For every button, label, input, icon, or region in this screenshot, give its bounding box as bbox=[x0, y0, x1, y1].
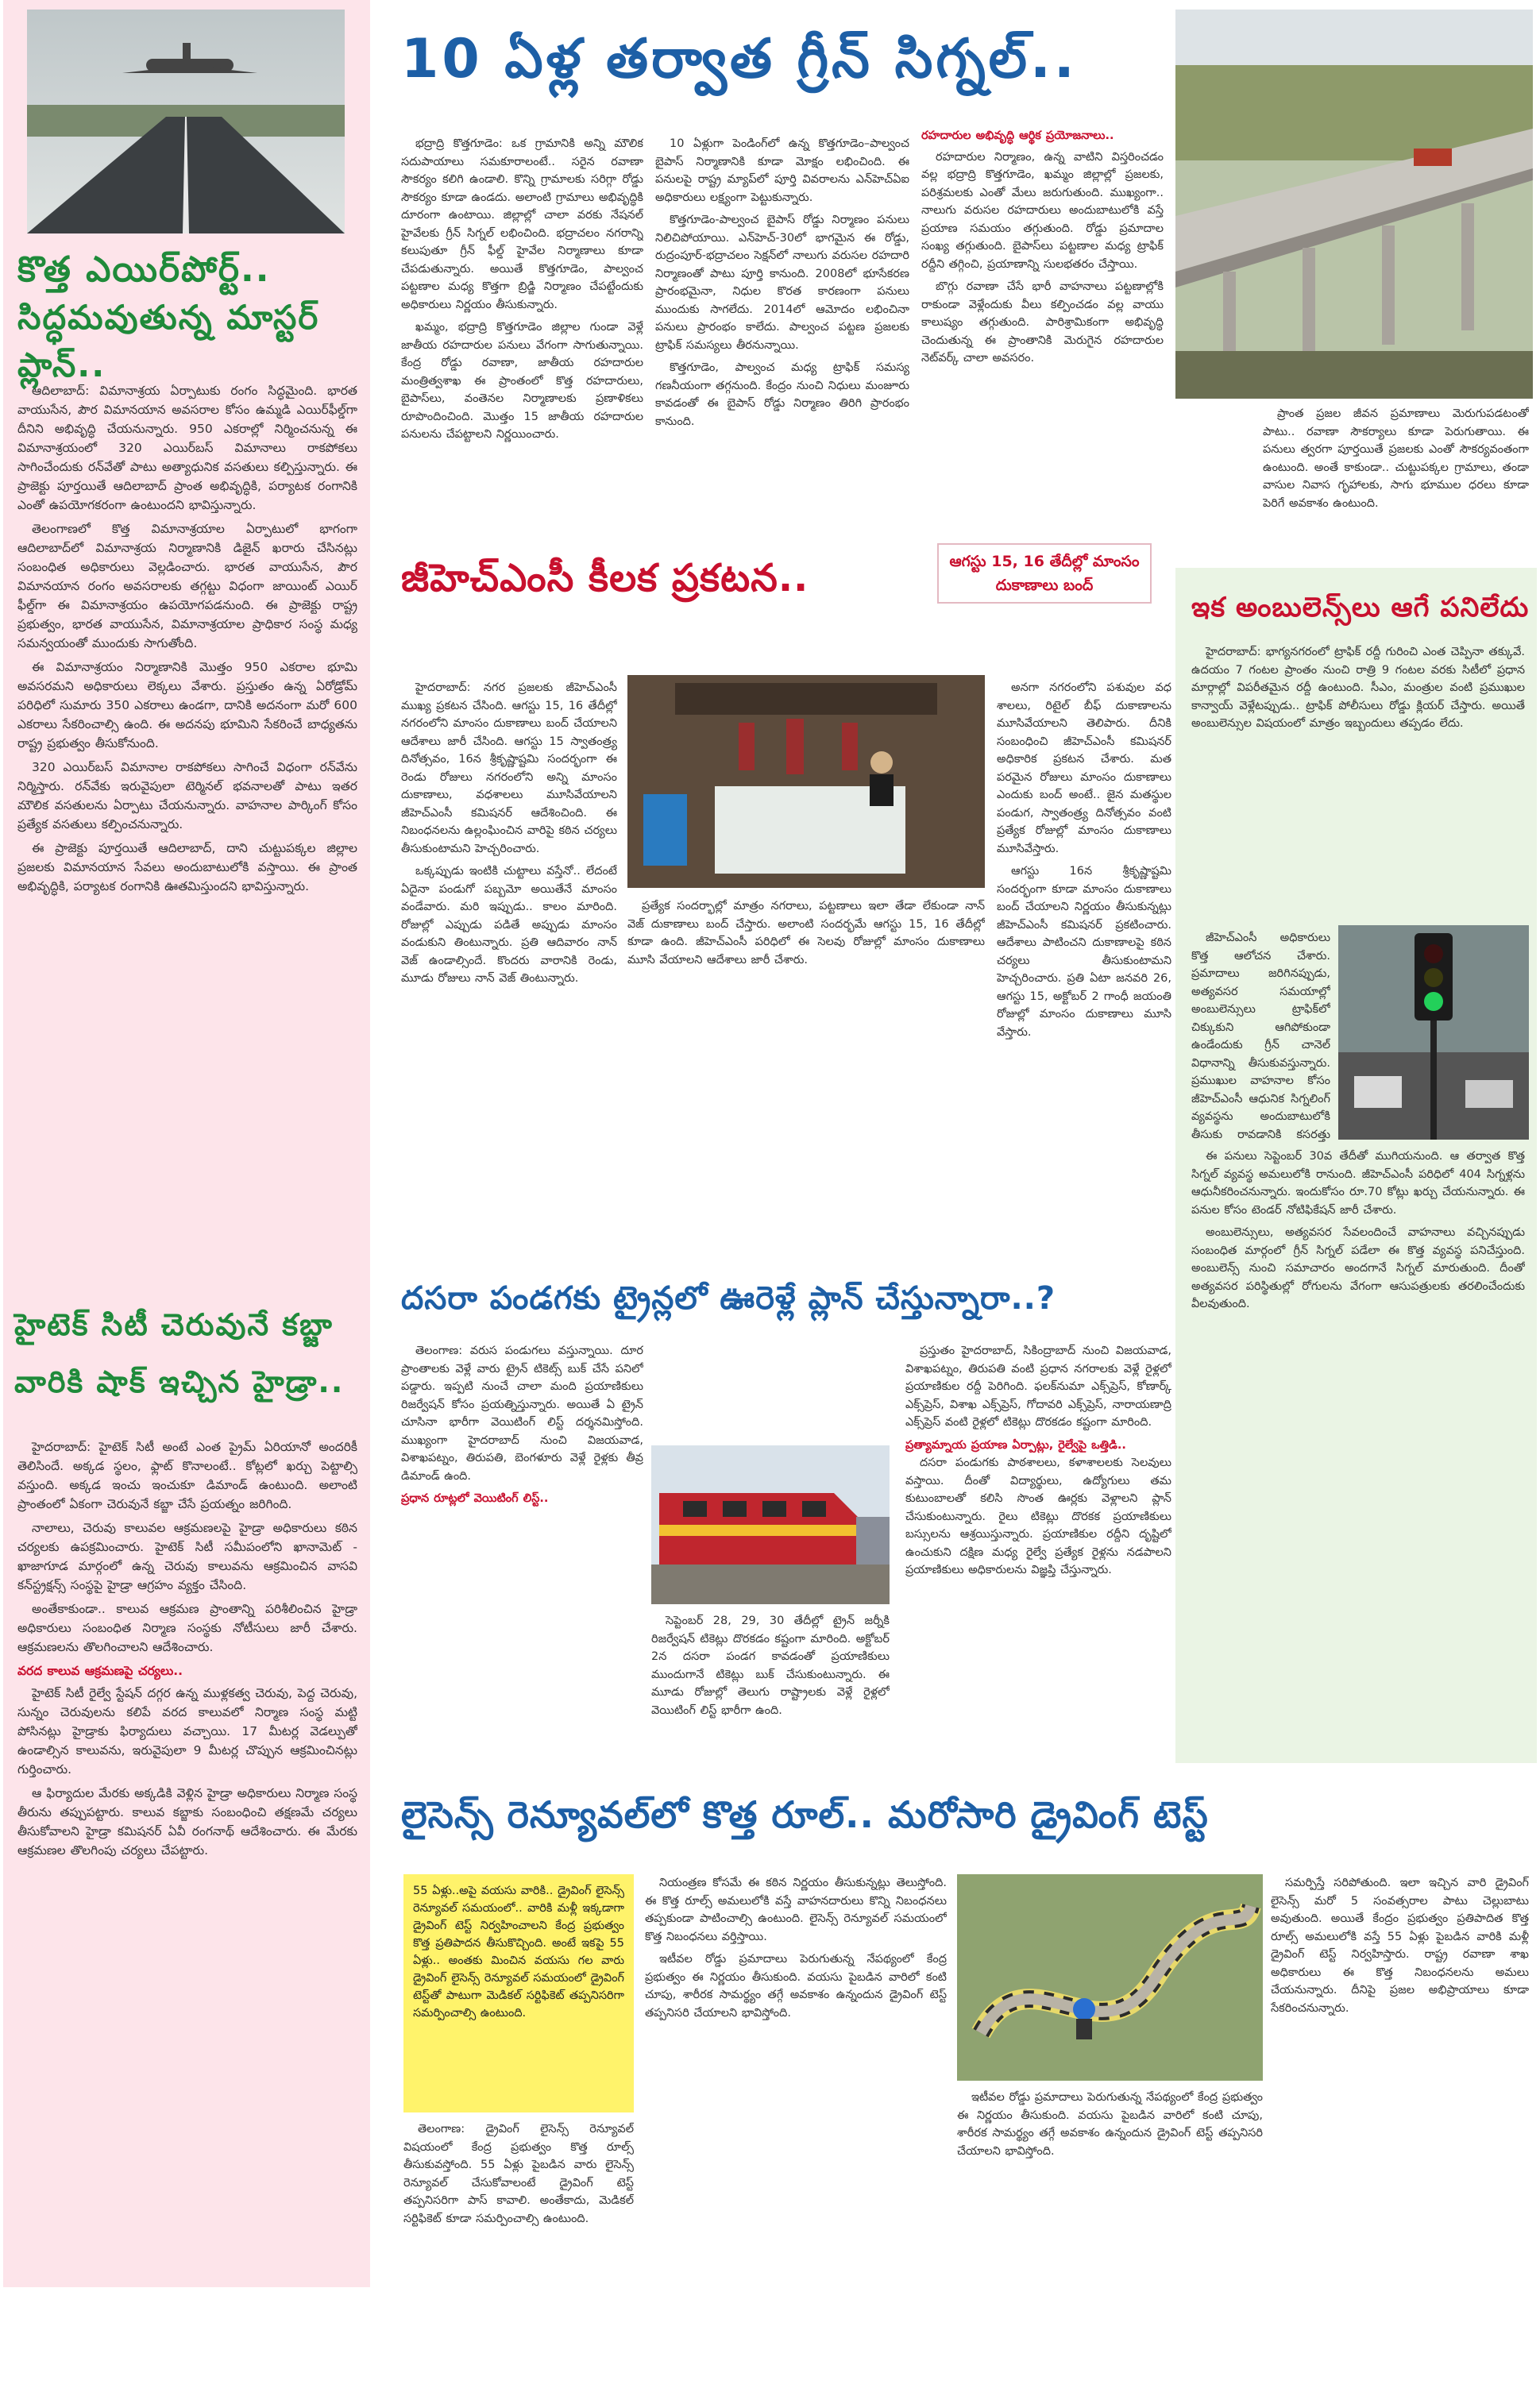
train-photo bbox=[651, 1445, 890, 1604]
ambulance-body-col2 bbox=[1191, 929, 1330, 1144]
bridge-body-col3 bbox=[921, 127, 1164, 500]
license-paragraph: నియంత్రణ కోసమే ఈ కఠిన నిర్ణయం తీసుకున్నట్లు తెలుస్తోంది. ఈ కొత్త రూల్స్ అమలులోకి వస్తే వాహనదారులు కొన్ని నిబంధనలు తప్పకుండా పాటించాల్సి ఉంటుంది. లైసెన్స్ రెన్యూవల్ సమయంలో కొత్త నిబంధనలు వర్తిస్తాయి. bbox=[645, 1877, 947, 1943]
trains-body-col2 bbox=[651, 1612, 890, 1763]
meat-paragraph: ఆగస్టు 16న శ్రీకృష్ణాష్టమి సందర్భంగా కూడా మాంసం దుకాణాలు బంద్ చేయాలని నిర్ణయం తీసుకున్నట్లు జీహెచ్ఎంసీ కమిషనర్ ప్రకటించారు. ఆదేశాలు పాటించని దుకాణాలపై కఠిన చర్యలు తీసుకుంటామని హెచ్చరించారు. ప్రతి ఏటా జనవరి 26, ఆగస్టు 15, అక్టోబర్ 2 గాంధీ జయంతి రోజుల్లో మాంసం దుకాణాలు మూసి వేస్తారు. bbox=[997, 865, 1171, 1039]
bridge-headline: 10 ఏళ్ల తర్వాత గ్రీన్ సిగ్నల్.. bbox=[401, 28, 1078, 91]
trains-paragraph: సెప్టెంబర్ 28, 29, 30 తేదీల్లో ట్రైన్ జర్నీకి రిజర్వేషన్ టికెట్లు దొరకడం కష్టంగా మారింది. అక్టోబర్ 2న దసరా పండగ కావడంతో ప్రయాణికులు ముందుగానే టికెట్లు బుక్ చేసుకుంటున్నారు. ఈ మూడు రోజుల్లో తెలుగు రాష్ట్రాలకు వెళ్లే రైళ్లలో వెయిటింగ్ లిస్ట్ భారీగా ఉంది. bbox=[651, 1615, 890, 1717]
bridge-paragraph: కొత్తగూడెం-పాల్వంచ బైపాస్ రోడ్డు నిర్మాణం పనులు నిలిచిపోయాయి. ఎన్‌హెచ్-30లో భాగమైన ఈ రోడ్డు, రుద్రంపూర్-భద్రాచలం సెక్షన్‌లో నాలుగు వరుసల రహదారి నిర్మాణంతో పాటు పూర్తి కానుంది. 2008లో భూసేకరణ ప్రారంభమైనా, నిధుల కొరత కారణంగా పనులు ముందుకు సాగలేదు. 2014లో ఆమోదం లభించినా పనులు ప్రారంభం కాలేదు. పాల్వంచ పట్టణ ప్రజలకు ట్రాఫిక్ సమస్యలు తీరనున్నాయి. bbox=[655, 214, 909, 352]
lake-subhead: వరద కాలువ ఆక్రమణపై చర్యలు.. bbox=[17, 1664, 183, 1678]
lake-paragraph: హైటెక్ సిటీ రైల్వే స్టేషన్ దగ్గర ఉన్న ముళ్లకత్వ చెరువు, పెద్ద చెరువు, సున్నం చెరువులను కలిపే వరద కాలువలో నిర్మాణ సంస్థ మట్టి పోసినట్లు హైడ్రాకు ఫిర్యాదులు వచ్చాయి. 17 మీటర్ల వెడల్పుతో ఉండాల్సిన కాలువను, ఇరువైపులా 9 మీటర్ల చొప్పున ఆక్రమించినట్లు గుర్తించారు. bbox=[17, 1686, 357, 1777]
lake-paragraph: నాలాలు, చెరువు కాలువల ఆక్రమణలపై హైడ్రా అధికారులు కఠిన చర్యలకు ఉపక్రమించారు. హైటెక్ సిటీ సమీపంలోని ఖానామెట్ - ఖాజాగూడ మార్గంలో ఉన్న చెరువు కాలువను ఆక్రమించిన వాసవి కన్‌స్ట్రక్షన్స్ సంస్థపై హైడ్రా ఆగ్రహం వ్యక్తం చేసింది. bbox=[17, 1521, 357, 1592]
license-callout-text: 55 ఏళ్లు..అపై వయసు వారికి.. డ్రైవింగ్ లైసెన్స్ రెన్యూవల్ సమయంలో.. వారికి మళ్లీ ఇక్కడాగా డ్రైవింగ్ టెస్ట్ నిర్వహించాలని కేంద్ర ప్రభుత్వం కొత్త ప్రతిపాదన తీసుకొచ్చింది. అంటే ఇకపై 55 ఏళ్లు.. అంతకు మించిన వయసు గల వారు డ్రైవింగ్ లైసెన్స్ రెన్యూవల్ సమయంలో డ్రైవింగ్ టెస్ట్‌తో పాటుగా మెడికల్ సర్టిఫికెట్ తప్పనిసరిగా సమర్పించాల్సి ఉంటుంది. bbox=[413, 1885, 624, 2020]
lake-paragraph: ఆ ఫిర్యాదుల మేరకు అక్కడికి వెళ్లిన హైడ్రా అధికారులు నిర్మాణ సంస్థ తీరును తప్పుపట్టారు. కాలువ కబ్జాకు సంబంధించి తక్షణమే చర్యలు తీసుకోవాలని హైడ్రా కమిషనర్ ఏవీ రంగనాథ్ ఆదేశించారు. ఈ మేరకు ఆక్రమణల తొలగింపు చర్యలు చేపట్టారు. bbox=[17, 1786, 357, 1858]
ambulance-headline: ఇక అంబులెన్స్‌లు ఆగే పనిలేదు bbox=[1191, 592, 1530, 623]
license-paragraph: ఇటీవల రోడ్డు ప్రమాదాలు పెరుగుతున్న నేపథ్యంలో కేంద్ర ప్రభుత్వం ఈ నిర్ణయం తీసుకుంది. వయసు పైబడిన వారిలో కంటి చూపు, శారీరక సామర్థ్యం తగ్గే అవకాశం ఉన్నందున డ్రైవింగ్ టెస్ట్ తప్పనిసరి చేయాలని భావిస్తోంది. bbox=[645, 1953, 947, 2020]
license-paragraph: ఇటీవల రోడ్డు ప్రమాదాలు పెరుగుతున్న నేపథ్యంలో కేంద్ర ప్రభుత్వం ఈ నిర్ణయం తీసుకుంది. వయసు పైబడిన వారిలో కంటి చూపు, శారీరక సామర్థ్యం తగ్గే అవకాశం ఉన్నందున డ్రైవింగ్ టెస్ట్ తప్పనిసరి చేయాలని భావిస్తోంది. bbox=[957, 2091, 1263, 2158]
bridge-paragraph: భద్రాద్రి కొత్తగూడెం: ఒక గ్రామానికి అన్ని మౌలిక సదుపాయాలు సమకూరాలంటే.. సరైన రవాణా సౌకర్యం కలిగి ఉండాలి. కొన్ని గ్రామాలకు సరిగ్గా రోడ్డు సౌకర్యం కూడా ఉండదు. అలాంటి గ్రామాలు అభివృద్ధికి దూరంగా ఉంటాయి. జిల్లాల్లో చాలా వరకు నేషనల్ హైవేలకు గ్రీన్ సిగ్నల్ లభించింది. భద్రాచలం నగరాన్ని కలుపుతూ గ్రీన్ ఫీల్డ్ హైవేల నిర్మాణాలు కూడా చేపడుతున్నారు. అయితే కొత్తగూడెం, పాల్వంచ పట్టణాల మధ్య కొత్తగా బ్రిడ్జి నిర్మాణం చేపట్టేందుకు అధికారులు నిర్ణయం తీసుకున్నారు. bbox=[401, 137, 643, 311]
bridge-photo bbox=[1175, 10, 1533, 399]
airport-runway-photo bbox=[27, 10, 345, 233]
license-body-col3 bbox=[957, 2089, 1263, 2287]
airport-headline-1: కొత్త ఎయిర్‌పోర్ట్.. bbox=[17, 249, 271, 290]
trains-paragraph: తెలంగాణ: వరుస పండుగలు వస్తున్నాయి. దూర ప్రాంతాలకు వెళ్లే వారు ట్రైన్ టికెట్స్ బుక్ చేసే పనిలో పడ్డారు. ఇప్పటి నుంచే చాలా మంది ప్రయాణికులు రిజర్వేషన్ కోసం ప్రయత్నిస్తున్నారు. అయితే ఏ ట్రైన్ చూసినా భారీగా వెయిటింగ్ లిస్ట్ దర్శనమిస్తోంది. ముఖ్యంగా హైదరాబాద్ నుంచి విజయవాడ, విశాఖపట్నం, తిరుపతి, బెంగళూరు వెళ్లే రైళ్లకు తీవ్ర డిమాండ్ ఉంది. bbox=[401, 1345, 643, 1483]
lake-headline-2: వారికి షాక్ ఇచ్చిన హైడ్రా.. bbox=[14, 1364, 345, 1399]
airport-paragraph: ఈ ప్రాజెక్టు పూర్తయితే ఆదిలాబాద్, దాని చుట్టుపక్కల జిల్లాల ప్రజలకు విమానయాన సేవలు అందుబాటులోకి వస్తాయి. ఈ ప్రాంత అభివృద్ధికి, పర్యాటక రంగానికి ఊతమిస్తుందని భావిస్తున్నారు. bbox=[17, 841, 357, 893]
license-body-col1 bbox=[403, 2120, 634, 2287]
lake-headline-1: హైటెక్ సిటీ చెరువునే కబ్జా bbox=[14, 1307, 334, 1342]
airport-body bbox=[17, 381, 357, 1279]
meat-shop-photo bbox=[627, 675, 985, 888]
airport-headline-2: సిద్ధమవుతున్న మాస్టర్ ప్లాన్.. bbox=[17, 298, 320, 384]
bridge-paragraph: రహదారుల నిర్మాణం, ఉన్న వాటిని విస్తరించడం వల్ల భద్రాద్రి కొత్తగూడెం, ఖమ్మం జిల్లాల్లో ప్రజలకు, పరిశ్రమలకు ఎంతో మేలు జరుగుతుంది. ముఖ్యంగా.. నాలుగు వరుసల రహదారులు అందుబాటులోకి వస్తే ప్రయాణ సమయం తగ్గుతుంది. రోడ్డు ప్రమాదాల సంఖ్య తగ్గుతుంది. బైపాస్‌లు పట్టణాల మధ్య ట్రాఫిక్ రద్దీని తగ్గించి, ప్రయాణాన్ని సులభతరం చేస్తాయి. bbox=[921, 150, 1164, 271]
bridge-body-col1 bbox=[401, 135, 643, 492]
trains-body-col1 bbox=[401, 1342, 643, 1763]
ambulance-paragraph: జీహెచ్ఎంసీ అధికారులు కొత్త ఆలోచన చేశారు. ప్రమాదాలు జరిగినప్పుడు, అత్యవసర సమయాల్లో అంబులెన్సులు ట్రాఫిక్‌లో చిక్కుకుని ఆగిపోకుండా ఉండేందుకు గ్రీన్ చానెల్ విధానాన్ని తీసుకువస్తున్నారు. ప్రముఖుల వాహనాల కోసం జీహెచ్ఎంసీ ఆధునిక సిగ్నలింగ్ వ్యవస్థను అందుబాటులోకి తీసుకు రావడానికి కసరత్తు bbox=[1191, 932, 1330, 1141]
airport-paragraph: ఆదిలాబాద్: విమానాశ్రయ ఏర్పాటుకు రంగం సిద్ధమైంది. భారత వాయుసేన, పౌర విమానయాన అవసరాల కోసం ఉమ్మడి ఎయిర్‌ఫీల్డ్‌గా దీనిని అభివృద్ధి చేయనున్నారు. 950 ఎకరాల్లో నిర్మించనున్న ఈ విమానాశ్రయంలో 320 ఎయిర్‌బస్ విమానాలు రాకపోకలు సాగించేందుకు రన్‌వేతో పాటు అత్యాధునిక వసతులు కల్పిస్తున్నారు. ఈ ప్రాజెక్టు పూర్తయితే ఆదిలాబాద్ ప్రాంత అభివృద్ధికి, పర్యాటక రంగానికి ఎంతో ఉపయోగకరంగా ఉంటుందని భావిస్తున్నారు. bbox=[17, 384, 357, 512]
meat-paragraph: హైదరాబాద్: నగర ప్రజలకు జీహెచ్ఎంసీ ముఖ్య ప్రకటన చేసింది. ఆగస్టు 15, 16 తేదీల్లో నగరంలోని మాంసం దుకాణాలు బంద్ చేయాలని ఆదేశాలు జారీ చేసింది. ఆగస్టు 15 స్వాతంత్ర్య దినోత్సవం, 16న శ్రీకృష్ణాష్టమి సందర్భంగా ఈ రెండు రోజులు నగరంలోని అన్ని మాంసం దుకాణాలు, వధశాలలు మూసివేయాలని జీహెచ్ఎంసీ కమిషనర్ ఆదేశించింది. ఈ నిబంధనలను ఉల్లంఘించిన వారిపై కఠిన చర్యలు తీసుకుంటామని హెచ్చరించారు. bbox=[401, 681, 617, 855]
lake-paragraph: అంతేకాకుండా.. కాలువ ఆక్రమణ ప్రాంతాన్ని పరిశీలించిన హైడ్రా అధికారులు సంబంధిత నిర్మాణ సంస్థకు నోటీసులు జారీ చేశారు. ఆక్రమణలను తొలగించాలని ఆదేశించారు. bbox=[17, 1602, 357, 1654]
meat-paragraph: ఒక్కప్పుడు ఇంటికి చుట్టాలు వస్తేనో.. లేదంటే ఏదైనా పండుగో పబ్బమో అయితేనే మాంసం వండేవారు. మరి ఇప్పుడు.. కాలం మారింది. రోజుల్లో ఎప్పుడు పడితే అప్పుడు మాంసం వండుకుని తింటున్నారు. ప్రతి ఆదివారం నాన్ వెజ్ ఉండాల్సిందే. కొందరు వారానికి రెండు, మూడు రోజులు నాన్ వెజ్ తింటున్నారు. bbox=[401, 865, 617, 985]
meat-body-col1 bbox=[401, 679, 617, 1251]
lake-body bbox=[17, 1437, 357, 2279]
airport-paragraph: తెలంగాణలో కొత్త విమానాశ్రయాల ఏర్పాటులో భాగంగా ఆదిలాబాద్‌లో విమానాశ్రయ నిర్మాణానికి డిజైన్ ఖరారు చేసినట్లు సంబంధిత అధికారులు వెల్లడించారు. భారత వాయుసేన, పౌర విమానయాన రంగం అవసరాలకు తగ్గట్టు విధంగా జాయింట్ ఎయిర్ ఫీల్డ్‌గా ఈ విమానాశ్రయం ఉపయోగపడనుంది. ఈ ప్రాజెక్టు రాష్ట్ర ప్రభుత్వం, భారత వాయుసేన, విమానాశ్రయాల ప్రాధికార సంస్థ మధ్య సమన్వయంతో ముందుకు సాగుతోంది. bbox=[17, 522, 357, 650]
driving-test-track-photo bbox=[957, 1874, 1263, 2081]
airport-paragraph: ఈ విమానాశ్రయం నిర్మాణానికి మొత్తం 950 ఎకరాల భూమి అవసరమని అధికారులు లెక్కలు వేశారు. ప్రస్తుతం ఉన్న ఏరోడ్రోమ్ పరిధిలో సుమారు 350 ఎకరాలు ఉండగా, దానికి అదనంగా మరో 600 ఎకరాలు సేకరించాల్సి ఉంది. ఈ అదనపు భూమిని సేకరించే బాధ్యతను రాష్ట్ర ప్రభుత్వం తీసుకోనుంది. bbox=[17, 660, 357, 750]
trains-paragraph: దసరా పండుగకు పాఠశాలలు, కళాశాలలకు సెలవులు వస్తాయి. దీంతో విద్యార్థులు, ఉద్యోగులు తమ కుటుంబాలతో కలిసి సొంత ఊర్లకు వెళ్లాలని ప్లాన్ చేసుకుంటున్నారు. రైలు టికెట్లు దొరకక ప్రయాణికులు బస్సులను ఆశ్రయిస్తున్నారు. ప్రయాణికుల రద్దీని దృష్టిలో ఉంచుకుని దక్షిణ మధ్య రైల్వే ప్రత్యేక రైళ్లను నడపాలని ప్రయాణికులు అధికారులను విజ్ఞప్తి చేస్తున్నారు. bbox=[905, 1457, 1171, 1576]
meat-headline: జీహెచ్ఎంసీ కీలక ప్రకటన.. bbox=[401, 556, 809, 600]
meat-paragraph: అనగా నగరంలోని పశువుల వధ శాలలు, రిటైల్ బీఫ్ దుకాణాలను మూసివేయాలని తెలిపారు. దీనికి సంబంధించి జీహెచ్ఎంసీ కమిషనర్ అధికారిక ప్రకటన చేశారు. మత పరమైన రోజులు మాంసం దుకాణాలు ఎందుకు బంద్ అంటే.. జైన మతస్థుల పండుగ, స్వాతంత్ర్య దినోత్సవం వంటి ప్రత్యేక రోజుల్లో మాంసం దుకాణాలు మూసివేస్తారు. bbox=[997, 681, 1171, 855]
trains-subhead-2: ప్రత్యామ్నాయ ప్రయాణ ఏర్పాట్లు, రైల్వేపై ఒత్తిడి.. bbox=[905, 1438, 1126, 1452]
meat-body-col3 bbox=[997, 679, 1171, 1251]
meat-body-col2 bbox=[627, 897, 985, 1251]
license-headline: లైసెన్స్ రెన్యూవల్‌లో కొత్త రూల్.. మరోసారి డ్రైవింగ్ టెస్ట్ bbox=[401, 1793, 1209, 1836]
ambulance-body-col3 bbox=[1191, 1148, 1525, 1755]
bridge-paragraph: ఖమ్మం, భద్రాద్రి కొత్తగూడెం జిల్లాల గుండా వెళ్లే జాతీయ రహదారుల పనులు వేగంగా సాగుతున్నాయి. కేంద్ర రోడ్డు రవాణా, జాతీయ రహదారుల మంత్రిత్వశాఖ ఈ ప్రాంతంలో కొత్త రహదారులు, బైపాస్‌లు, వంతెనల నిర్మాణాలకు ప్రణాళికలు రూపొందించింది. మొత్తం 15 జాతీయ రహదారుల పనులను చేపట్టాలని నిర్ణయించారు. bbox=[401, 321, 643, 441]
bridge-subhead: రహదారుల అభివృద్ధి ఆర్థిక ప్రయోజనాలు.. bbox=[921, 129, 1114, 142]
ambulance-paragraph: అంబులెన్సులు, అత్యవసర సేవలందించే వాహనాలు వచ్చినప్పుడు సంబంధిత మార్గంలో గ్రీన్ సిగ్నల్ పడేలా ఈ కొత్త వ్యవస్థ పనిచేస్తుంది. అంబులెన్స్ నుంచి సమాచారం అందగానే సిగ్నల్ మారుతుంది. దీంతో అత్యవసర పరిస్థితుల్లో రోగులను వేగంగా ఆసుపత్రులకు తరలించేందుకు వీలవుతుంది. bbox=[1191, 1226, 1525, 1310]
bridge-body-col4 bbox=[1263, 405, 1529, 548]
bridge-paragraph: కొత్తగూడెం, పాల్వంచ మధ్య ట్రాఫిక్ సమస్య గణనీయంగా తగ్గనుంది. కేంద్రం నుంచి నిధులు మంజూరు కావడంతో ఈ బైపాస్ రోడ్డు నిర్మాణం తిరిగి ప్రారంభం కానుంది. bbox=[655, 361, 909, 428]
license-body-col4 bbox=[1271, 1874, 1529, 2287]
trains-body-col3 bbox=[905, 1342, 1171, 1763]
ambulance-paragraph: హైదరాబాద్: భాగ్యనగరంలో ట్రాఫిక్ రద్దీ గురించి ఎంత చెప్పినా తక్కువే. ఉదయం 7 గంటల ప్రాంతం నుంచి రాత్రి 9 గంటల వరకు సిటీలో ప్రధాన మార్గాల్లో విపరీతమైన రద్దీ ఉంటుంది. సీఎం, మంత్రుల వంటి ప్రముఖుల కాన్వాయ్ వెళ్లేటప్పుడు.. ట్రాఫిక్ పోలీసులు రోడ్డు క్లియర్ చేస్తారు. అయితే అంబులెన్సుల విషయంలో మాత్రం ఇబ్బందులు తప్పడం లేదు. bbox=[1191, 646, 1525, 730]
license-paragraph: సమర్పిస్తే సరిపోతుంది. ఇలా ఇచ్చిన వారి డ్రైవింగ్ లైసెన్స్ మరో 5 సంవత్సరాల పాటు చెల్లుబాటు అవుతుంది. అయితే కేంద్రం ప్రభుత్వం ప్రతిపాదిత కొత్త రూల్స్ అమలులోకి వస్తే 55 ఏళ్లు పైబడిన వారికి మళ్లీ డ్రైవింగ్ టెస్ట్ నిర్వహిస్తారు. రాష్ట్ర రవాణా శాఖ అధికారులు ఈ కొత్త నిబంధనలను అమలు చేయనున్నారు. దీనిపై ప్రజల అభిప్రాయాలు కూడా సేకరించనున్నారు. bbox=[1271, 1877, 1529, 2015]
ambulance-paragraph: ఈ పనులు సెప్టెంబర్ 30వ తేదీతో ముగియనుంది. ఆ తర్వాత కొత్త సిగ్నల్ వ్యవస్థ అమలులోకి రానుంది. జీహెచ్ఎంసీ పరిధిలో 404 సిగ్నళ్లను ఆధునీకరించనున్నారు. ఇందుకోసం రూ.70 కోట్లు ఖర్చు చేయనున్నారు. ఈ పనుల కోసం టెండర్ నోటిఫికేషన్ జారీ చేశారు. bbox=[1191, 1150, 1525, 1217]
bridge-paragraph: ప్రాంత ప్రజల జీవన ప్రమాణాలు మెరుగుపడటంతో పాటు.. రవాణా సౌకర్యాలు కూడా పెరుగుతాయి. ఈ పనులు త్వరగా పూర్తయితే ప్రజలకు ఎంతో సౌకర్యవంతంగా ఉంటుంది. అంతే కాకుండా.. చుట్టుపక్కల గ్రామాలు, తండా వాసుల నివాస గృహాలకు, సాగు భూముల ధరలు కూడా పెరిగే అవకాశం ఉంటుంది. bbox=[1263, 407, 1529, 510]
license-body-col2 bbox=[645, 1874, 947, 2287]
license-callout bbox=[403, 1874, 634, 2112]
bridge-paragraph: 10 ఏళ్లుగా పెండింగ్‌లో ఉన్న కొత్తగూడెం–పాల్వంచ బైపాస్ నిర్మాణానికి కూడా మోక్షం లభించింది. ఈ పనులపై రాష్ట్ర మ్యాప్‌లో పూర్తి వివరాలను ఎన్‌హెచ్ఏఐ అధికారులు లక్ష్యంగా పెట్టుకున్నారు. bbox=[655, 137, 909, 204]
ambulance-body-col1 bbox=[1191, 643, 1525, 921]
bridge-paragraph: బొగ్గు రవాణా చేసే భారీ వాహనాలు పట్టణాల్లోకి రాకుండా వెళ్లేందుకు వీలు కల్పించడం వల్ల వాయు కాలుష్యం తగ్గుతుంది. పారిశ్రామికంగా అభివృద్ధి చెందుతున్న ఈ ప్రాంతానికి మెరుగైన రహదారుల నెట్‌వర్క్ చాలా అవసరం. bbox=[921, 280, 1164, 365]
trains-paragraph: ప్రస్తుతం హైదరాబాద్, సికింద్రాబాద్ నుంచి విజయవాడ, విశాఖపట్నం, తిరుపతి వంటి ప్రధాన నగరాలకు వెళ్లే రైళ్లలో ప్రయాణికుల రద్దీ పెరిగింది. ఫలక్‌నుమా ఎక్స్‌ప్రెస్, కోణార్క్ ఎక్స్‌ప్రెస్, విశాఖ ఎక్స్‌ప్రెస్, గోదావరి ఎక్స్‌ప్రెస్, నారాయణాద్రి ఎక్స్‌ప్రెస్ వంటి రైళ్లలో టికెట్లు దొరకడం కష్టంగా మారింది. bbox=[905, 1345, 1171, 1429]
lake-paragraph: హైదరాబాద్: హైటెక్ సిటీ అంటే ఎంత ప్రైమ్ ఏరియానో అందరికీ తెలిసిందే. అక్కడ స్థలం, ఫ్లాట్ కొనాలంటే.. కోట్లలో ఖర్చు పెట్టాల్సి వస్తుంది. అక్కడ ఇంచు ఇంచుకూ డిమాండ్ ఉంటుంది. అలాంటి ప్రాంతంలో ఏకంగా చెరువునే కబ్జా చేసే ప్రయత్నం జరిగింది. bbox=[17, 1440, 357, 1511]
meat-paragraph: ప్రత్యేక సందర్భాల్లో మాత్రం నగరాలు, పట్టణాలు ఇలా తేడా లేకుండా నాన్ వెజ్ దుకాణాలు బంద్ చేస్తారు. అలాంటి సందర్భమే ఆగస్టు 15, 16 తేదీల్లో కూడా ఉంది. జీహెచ్ఎంసీ పరిధిలో ఈ సెలవు రోజుల్లో మాంసం దుకాణాలు మూసి వేయాలని ఆదేశాలు జారీ చేశారు. bbox=[627, 900, 985, 967]
airport-paragraph: 320 ఎయిర్‌బస్ విమానాల రాకపోకలు సాగించే విధంగా రన్‌వేను నిర్మిస్తారు. రన్‌వేకు ఇరువైపులా టెర్మినల్ భవనాలతో పాటు ఇతర మౌలిక వసతులను ఏర్పాటు చేయనున్నారు. వాహనాల పార్కింగ్ కోసం ప్రత్యేక వసతులు కల్పించనున్నారు. bbox=[17, 760, 357, 831]
traffic-signal-photo bbox=[1338, 925, 1529, 1140]
trains-headline: దసరా పండగకు ట్రైన్లలో ఊరెళ్లే ప్లాన్ చేస్తున్నారా..? bbox=[401, 1280, 1056, 1317]
bridge-body-col2 bbox=[655, 135, 909, 492]
meat-tag: ఆగస్టు 15, 16 తేదీల్లో మాంసం దుకాణాలు బంద్ bbox=[937, 543, 1152, 604]
license-paragraph: తెలంగాణ: డ్రైవింగ్ లైసెన్స్ రెన్యూవల్ విషయంలో కేంద్ర ప్రభుత్వం కొత్త రూల్స్ తీసుకువస్తోంది. 55 ఏళ్లు పైబడిన వారు లైసెన్స్ రెన్యూవల్ చేసుకోవాలంటే డ్రైవింగ్ టెస్ట్ తప్పనిసరిగా పాస్ కావాలి. అంతేకాదు, మెడికల్ సర్టిఫికెట్ కూడా సమర్పించాల్సి ఉంటుంది. bbox=[403, 2123, 634, 2225]
trains-subhead-1: ప్రధాన రూట్లలో వెయిటింగ్ లిస్ట్.. bbox=[401, 1492, 549, 1505]
